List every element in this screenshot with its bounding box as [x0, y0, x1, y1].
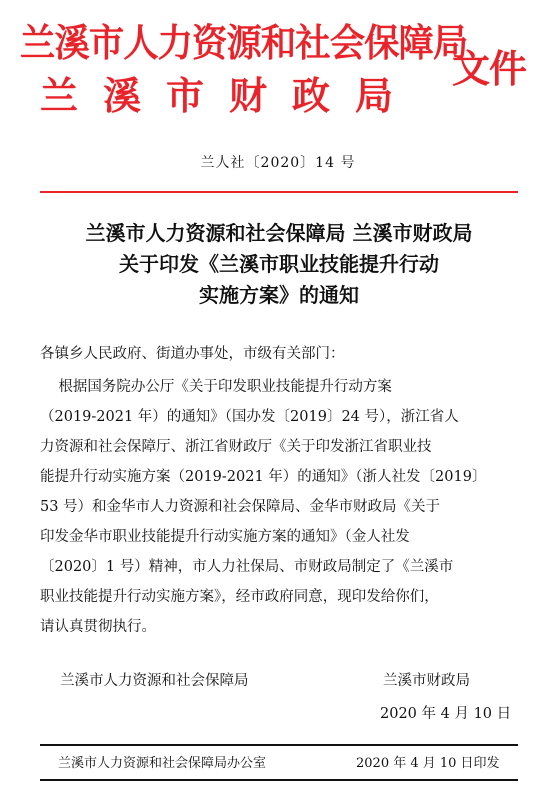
body-line: 根据国务院办公厅《关于印发职业技能提升行动方案: [40, 379, 392, 395]
body-line: 请认真贯彻执行。: [40, 619, 156, 635]
signature-org-right: 兰溪市财政局: [383, 673, 470, 689]
title-line1: 兰溪市人力资源和社会保障局 兰溪市财政局: [85, 221, 473, 245]
body-line: 能提升行动实施方案（2019-2021 年）的通知》（浙人社发〔2019〕: [40, 469, 487, 485]
title-line3: 实施方案》的通知: [199, 283, 359, 307]
footer-rule-bottom: [40, 779, 518, 781]
footer-issue-date: 2020 年 4 月 10 日印发: [356, 756, 500, 771]
masthead-org-line2: 兰溪市财政局: [40, 74, 419, 118]
red-masthead: [0, 0, 556, 140]
body-line: 53 号）和金华市人力资源和社会保障局、金华市财政局《关于: [40, 499, 441, 515]
body-text: [40, 372, 520, 642]
document-number: 兰人社〔2020〕14 号: [200, 155, 356, 171]
masthead-org-line1: 兰溪市人力资源和社会保障局: [20, 21, 468, 65]
masthead-doc-suffix: 文件: [452, 47, 527, 91]
footer-issuer: 兰溪市人力资源和社会保障局办公室: [58, 756, 267, 771]
body-line: 印发金华市职业技能提升行动实施方案的通知》（金人社发: [40, 529, 410, 545]
body-line: 力资源和社会保障厅、浙江省财政厅《关于印发浙江省职业技: [40, 439, 432, 455]
footer-rule-top: [40, 744, 518, 746]
title-line2: 关于印发《兰溪市职业技能提升行动: [119, 252, 439, 276]
body-line: 〔2020〕1 号）精神，市人力社保局、市财政局制定了《兰溪市: [40, 559, 454, 575]
salutation: 各镇乡人民政府、街道办事处，市级有关部门：: [40, 346, 345, 362]
document-title: [40, 218, 518, 311]
body-line: （2019-2021 年）的通知》（国办发〔2019〕24 号），浙江省人: [40, 409, 459, 425]
signature-org-left: 兰溪市人力资源和社会保障局: [60, 673, 249, 689]
body-line: 职业技能提升行动实施方案》，经市政府同意，现印发给你们，: [40, 589, 439, 605]
red-divider-line: [40, 191, 518, 193]
signature-date: 2020 年 4 月 10 日: [380, 706, 512, 722]
